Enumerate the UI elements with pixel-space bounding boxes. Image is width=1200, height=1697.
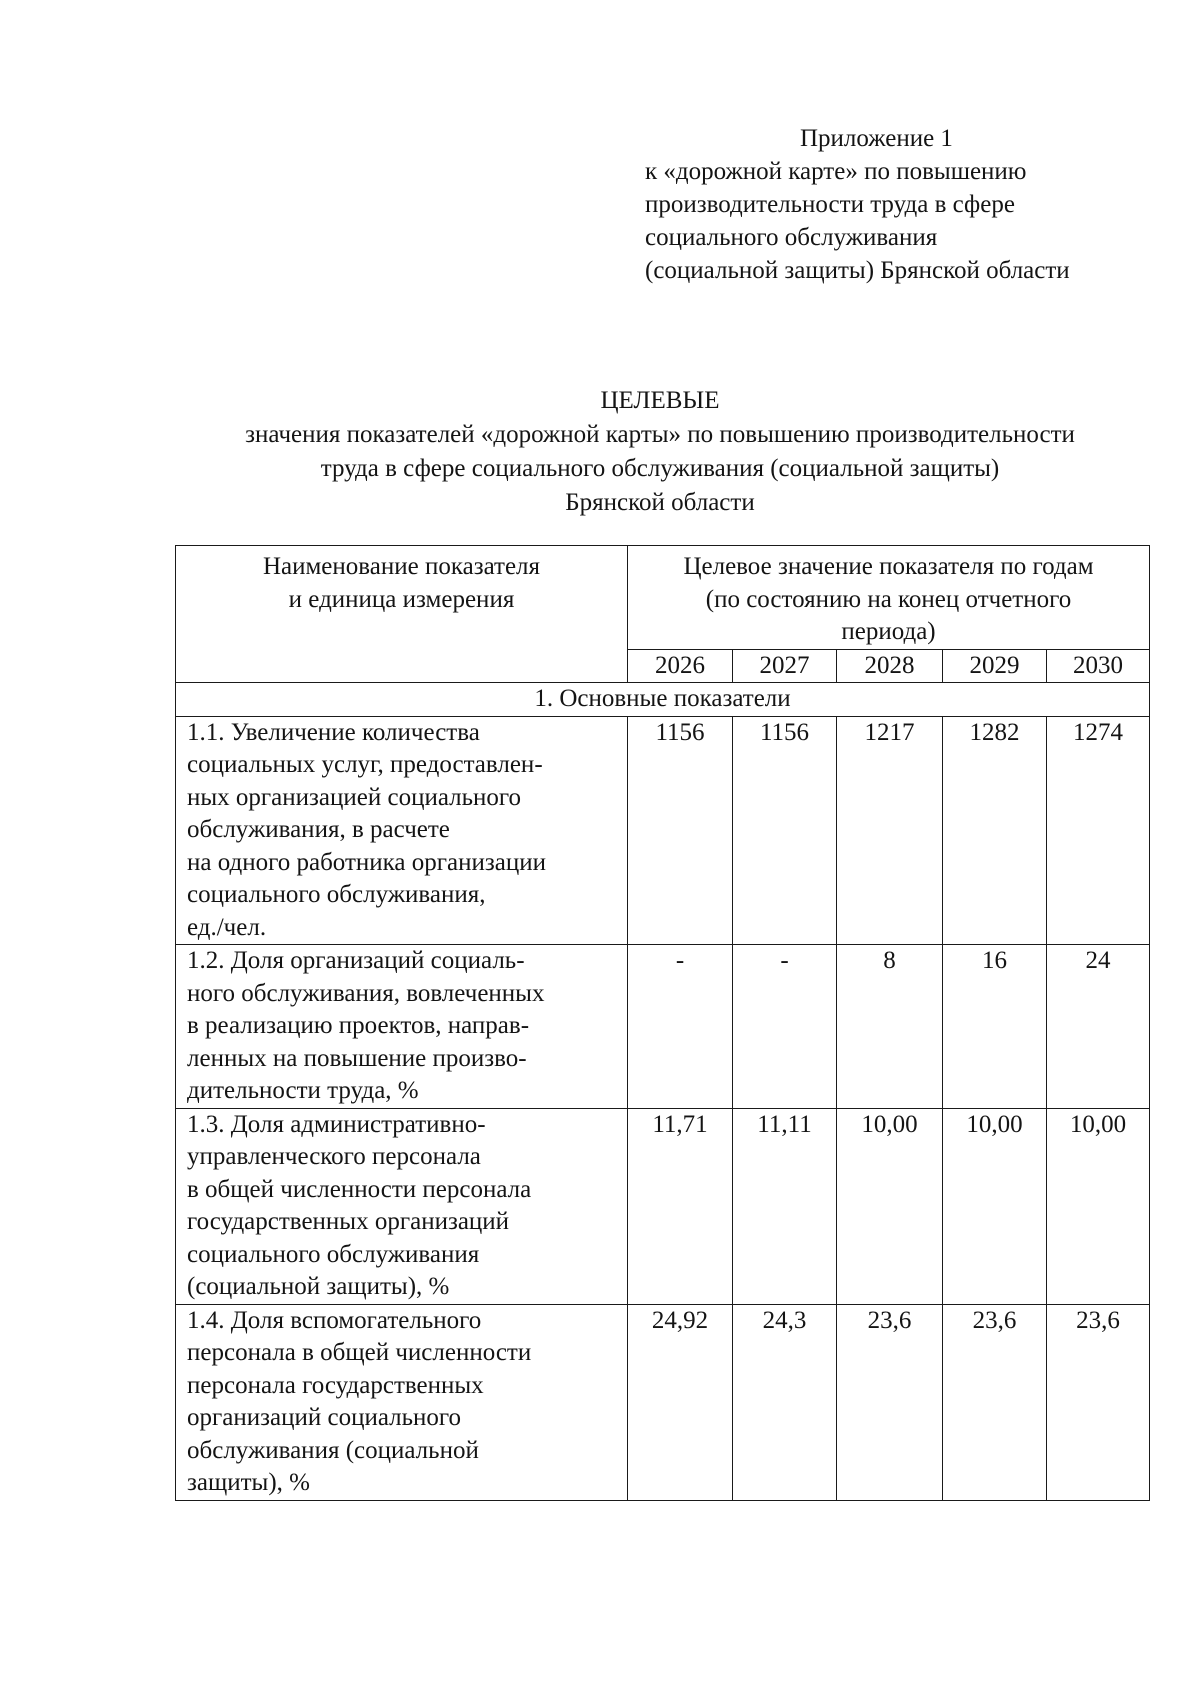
- indicator-name: 1.2. Доля организаций социаль- ного обслуживания, вовлеченных в реализацию проектов, направ- ленных на повышение произво- дительности труда, %: [176, 945, 628, 1109]
- value-cell: 8: [837, 945, 943, 1109]
- indicators-table: [175, 545, 1150, 1501]
- appendix-title: Приложение 1: [800, 125, 953, 152]
- value-cell: 10,00: [943, 1108, 1047, 1304]
- value-cell: 24,92: [628, 1304, 733, 1500]
- value-cell: 1217: [837, 716, 943, 945]
- value-cell: 23,6: [1047, 1304, 1150, 1500]
- value-cell: 1156: [628, 716, 733, 945]
- appendix-line: производительности труда в сфере: [645, 191, 1015, 218]
- value-cell: 10,00: [1047, 1108, 1150, 1304]
- section-row: [176, 683, 1150, 717]
- table-row: [176, 1108, 1150, 1304]
- value-cell: 16: [943, 945, 1047, 1109]
- value-cell: 11,71: [628, 1108, 733, 1304]
- indicator-name: 1.4. Доля вспомогательного персонала в общей численности персонала государственных организаций социального обслуживания (социальной защиты), %: [176, 1304, 628, 1500]
- indicator-name: 1.1. Увеличение количества социальных услуг, предоставлен- ных организацией социального обслуживания, в расчете на одного работника организации социального обслуживания, ед./чел.: [176, 716, 628, 945]
- section-title: 1. Основные показатели: [176, 683, 1150, 717]
- heading-line: Брянской области: [565, 489, 755, 516]
- value-cell: 23,6: [837, 1304, 943, 1500]
- value-cell: 1282: [943, 716, 1047, 945]
- value-cell: -: [733, 945, 837, 1109]
- value-cell: 11,11: [733, 1108, 837, 1304]
- table-row: [176, 945, 1150, 1109]
- value-cell: -: [628, 945, 733, 1109]
- table-header-row: [176, 546, 1150, 650]
- heading-title: ЦЕЛЕВЫЕ: [600, 387, 720, 414]
- value-cell: 1274: [1047, 716, 1150, 945]
- table-row: [176, 1304, 1150, 1500]
- heading-line: труда в сфере социального обслуживания (социальной защиты): [320, 455, 1000, 482]
- document-heading: [170, 384, 1150, 520]
- year-header: 2026: [628, 649, 733, 683]
- value-cell: 23,6: [943, 1304, 1047, 1500]
- header-target-values: Целевое значение показателя по годам (по состоянию на конец отчетного периода): [628, 546, 1150, 650]
- year-header: 2027: [733, 649, 837, 683]
- year-header: 2028: [837, 649, 943, 683]
- value-cell: 1156: [733, 716, 837, 945]
- value-cell: 10,00: [837, 1108, 943, 1304]
- indicator-name: 1.3. Доля административно- управленческого персонала в общей численности персонала государственных организаций социального обслуживания (социальной защиты), %: [176, 1108, 628, 1304]
- table-row: [176, 716, 1150, 945]
- year-header: 2030: [1047, 649, 1150, 683]
- appendix-line: к «дорожной карте» по повышению: [645, 158, 1027, 185]
- heading-line: значения показателей «дорожной карты» по повышению производительности: [245, 421, 1075, 448]
- year-header: 2029: [943, 649, 1047, 683]
- appendix-block: [645, 122, 1165, 287]
- value-cell: 24: [1047, 945, 1150, 1109]
- header-indicator-name: Наименование показателя и единица измерения: [176, 546, 628, 683]
- appendix-line: (социальной защиты) Брянской области: [645, 257, 1070, 284]
- value-cell: 24,3: [733, 1304, 837, 1500]
- appendix-line: социального обслуживания: [645, 224, 938, 251]
